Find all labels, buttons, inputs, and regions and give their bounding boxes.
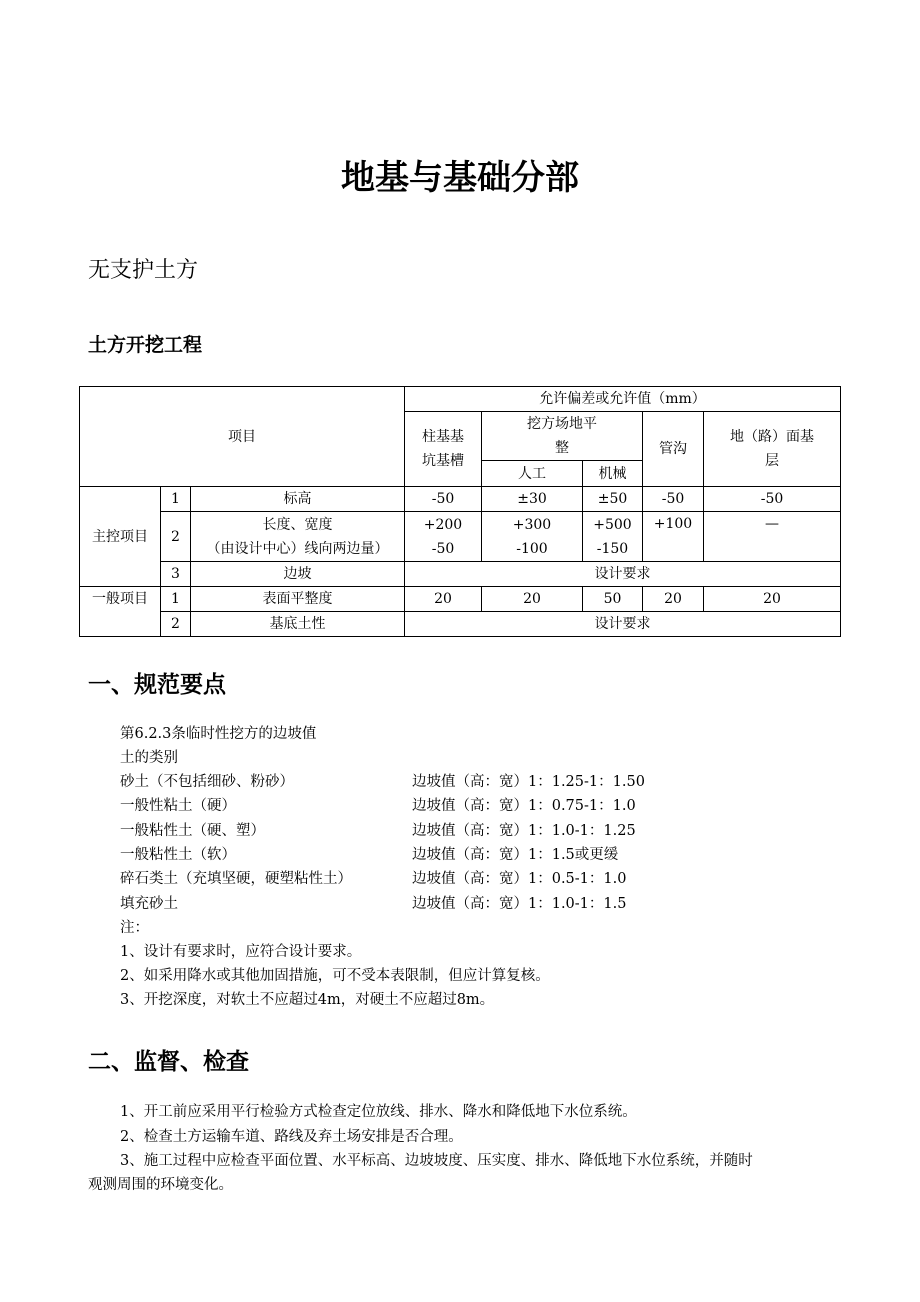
cell: 20 xyxy=(704,587,841,612)
cell: 20 xyxy=(482,587,583,612)
table-row xyxy=(80,512,841,562)
row-number: 1 xyxy=(161,587,191,612)
cell: 设计要求 xyxy=(405,562,841,587)
table-row xyxy=(80,612,841,637)
cell-line: -150 xyxy=(596,540,629,557)
row-name-line: 长度、宽度 xyxy=(262,516,333,533)
cell: 设计要求 xyxy=(405,612,841,637)
slope-value: 边坡值（高：宽）1：1.0-1：1.5 xyxy=(412,895,627,912)
cell: -50 xyxy=(643,487,704,512)
soil-type: 砂土（不包括细砂、粉砂） xyxy=(120,774,294,790)
header-col3: 管沟 xyxy=(643,412,704,487)
cell: 20 xyxy=(405,587,482,612)
cell-line: +500 xyxy=(593,516,632,533)
cell: — xyxy=(704,512,841,562)
table-row xyxy=(80,587,841,612)
row-name: 边坡 xyxy=(191,562,405,587)
header-item: 项目 xyxy=(80,387,405,487)
check-item-cont: 观测周围的环境变化。 xyxy=(88,1177,233,1193)
check-item: 2、检查土方运输车道、路线及弃土场安排是否合理。 xyxy=(120,1129,463,1145)
subsection-heading: 土方开挖工程 xyxy=(88,334,203,356)
tolerance-table xyxy=(79,386,841,637)
header-col4: 地（路）面基层 xyxy=(704,412,841,487)
check-item: 1、开工前应采用平行检验方式检查定位放线、排水、降水和降低地下水位系统。 xyxy=(120,1104,637,1120)
cell: +100 xyxy=(643,512,704,562)
sec1-heading: 一、规范要点 xyxy=(88,672,226,698)
sec2-heading: 二、监督、检查 xyxy=(88,1049,249,1075)
row-number: 3 xyxy=(161,562,191,587)
soil-type: 一般粘性土（软） xyxy=(120,846,236,863)
page-title: 地基与基础分部 xyxy=(341,158,579,198)
group-main: 主控项目 xyxy=(80,487,161,587)
note-label: 注： xyxy=(120,920,149,936)
row-name: 表面平整度 xyxy=(191,587,405,612)
cell: ±30 xyxy=(482,487,583,512)
header-machine: 机械 xyxy=(583,461,643,487)
slope-value: 边坡值（高：宽）1：1.25-1：1.50 xyxy=(412,774,645,790)
cell-line: -100 xyxy=(516,540,548,557)
note-item: 1、设计有要求时，应符合设计要求。 xyxy=(120,944,362,960)
soil-type: 一般性粘土（硬） xyxy=(120,798,236,815)
sec1-col: 土的类别 xyxy=(120,750,178,766)
note-item: 3、开挖深度，对软土不应超过4m，对硬土不应超过8m。 xyxy=(120,992,495,1008)
cell: -50 xyxy=(405,487,482,512)
sec1-intro: 第6.2.3条临时性挖方的边坡值 xyxy=(120,726,317,742)
table-row xyxy=(80,562,841,587)
row-number: 2 xyxy=(161,612,191,637)
header-manual: 人工 xyxy=(482,461,583,487)
cell-line: +300 xyxy=(512,516,552,533)
check-item: 3、施工过程中应检查平面位置、水平标高、边坡坡度、压实度、排水、降低地下水位系统，并随时 xyxy=(120,1153,753,1169)
section-heading: 无支护土方 xyxy=(88,258,199,283)
soil-type: 碎石类土（充填坚硬，硬塑粘性土） xyxy=(120,871,352,888)
slope-value: 边坡值（高：宽）1：1.0-1：1.25 xyxy=(412,822,636,839)
cell-line: +200 xyxy=(423,516,463,533)
row-name: 标高 xyxy=(191,487,405,512)
cell xyxy=(482,512,583,562)
slope-value: 边坡值（高：宽）1：0.75-1：1.0 xyxy=(412,798,636,815)
cell-line: -50 xyxy=(431,540,455,557)
cell: -50 xyxy=(704,487,841,512)
header-allowance: 允许偏差或允许值（mm） xyxy=(405,387,841,412)
cell: 20 xyxy=(643,587,704,612)
soil-type: 一般粘性土（硬、塑） xyxy=(120,822,265,839)
header-col2: 挖方场地平整 xyxy=(482,412,643,461)
row-name-line: （由设计中心）线向两边量） xyxy=(206,540,389,557)
row-name xyxy=(191,512,405,562)
cell: ±50 xyxy=(583,487,643,512)
cell: 50 xyxy=(583,587,643,612)
cell xyxy=(405,512,482,562)
slope-value: 边坡值（高：宽）1：1.5或更缓 xyxy=(412,846,619,863)
group-general: 一般项目 xyxy=(80,587,161,637)
row-number: 1 xyxy=(161,487,191,512)
cell xyxy=(583,512,643,562)
row-name: 基底土性 xyxy=(191,612,405,637)
row-number: 2 xyxy=(161,512,191,562)
slope-value: 边坡值（高：宽）1：0.5-1：1.0 xyxy=(412,871,627,888)
table-row xyxy=(80,487,841,512)
note-item: 2、如采用降水或其他加固措施，可不受本表限制，但应计算复核。 xyxy=(120,968,550,984)
header-col1: 柱基基坑基槽 xyxy=(405,412,482,487)
soil-type: 填充砂土 xyxy=(120,895,178,912)
